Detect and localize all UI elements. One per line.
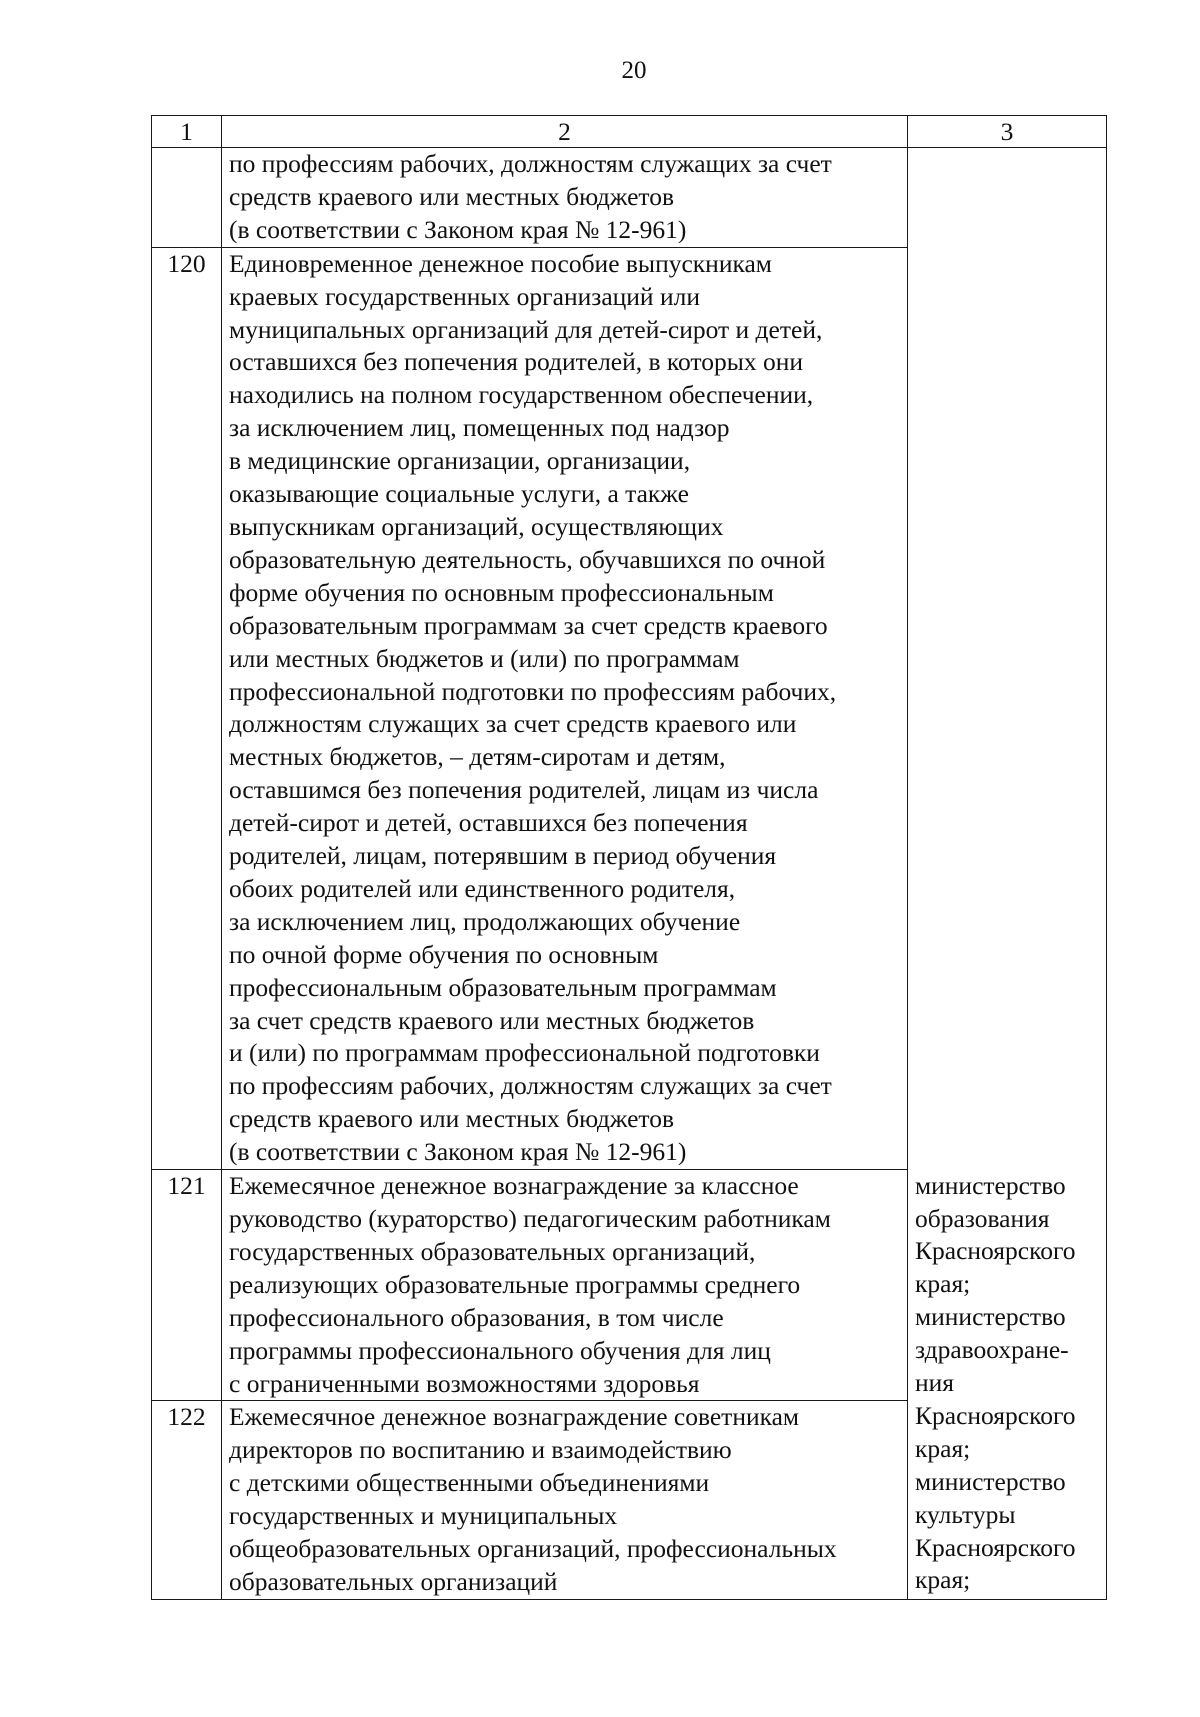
responsible-line: края; <box>915 1269 971 1299</box>
services-table <box>151 115 1107 1600</box>
responsible-line: здравоохране- <box>915 1335 1069 1365</box>
description-line: общеобразовательных организаций, профессиональных <box>229 1534 837 1564</box>
description-line: выпускникам организаций, осуществляющих <box>229 511 724 541</box>
header-cell-1: 1 <box>152 116 222 148</box>
page-number: 20 <box>621 57 647 84</box>
description-line: находились на полном государственном обеспечении, <box>229 380 814 410</box>
description-line: детей-сирот и детей, оставшихся без попечения <box>229 808 748 838</box>
row-number-cell: 120 <box>152 247 222 1169</box>
description-line: Ежемесячное денежное вознаграждение советникам <box>229 1402 800 1432</box>
responsible-line: Красноярского <box>915 1400 1076 1430</box>
description-line: оставшихся без попечения родителей, в которых они <box>229 347 804 377</box>
description-line: профессиональной подготовки по профессиям рабочих, <box>229 676 837 706</box>
description-line: средств краевого или местных бюджетов <box>229 1104 674 1134</box>
service-description-cell <box>222 148 908 248</box>
responsible-line: министерство <box>915 1302 1066 1332</box>
responsible-line: культуры <box>915 1499 1016 1529</box>
header-cell-2: 2 <box>222 116 908 148</box>
row-number-cell: 121 <box>152 1170 222 1401</box>
description-line: по профессиям рабочих, должностям служащих за счет <box>229 149 832 178</box>
description-line: за исключением лиц, помещенных под надзор <box>229 413 730 443</box>
row-number-cell <box>152 148 222 248</box>
description-line: в медицинские организации, организации, <box>229 446 691 476</box>
description-line: (в соответствии с Законом края № 12-961) <box>229 214 687 244</box>
responsible-line: министерство <box>915 1170 1066 1200</box>
description-line: руководство (кураторство) педагогическим работникам <box>229 1204 831 1233</box>
service-description-cell <box>222 1401 908 1599</box>
header-cell-3: 3 <box>908 116 1107 148</box>
description-line: Ежемесячное денежное вознаграждение за классное <box>229 1171 799 1201</box>
description-line: по профессиям рабочих, должностям служащих за счет <box>229 1071 832 1101</box>
responsible-cell-empty <box>908 148 1107 1170</box>
description-line: образовательным программам за счет средств краевого <box>229 610 828 640</box>
description-line: профессионального образования, в том числе <box>229 1302 724 1332</box>
description-line: (в соответствии с Законом края № 12-961) <box>229 1137 687 1167</box>
description-line: образовательных организаций <box>229 1566 558 1596</box>
responsible-line: края; <box>915 1565 971 1595</box>
description-line: директоров по воспитанию и взаимодействию <box>229 1435 732 1465</box>
description-line: обоих родителей или единственного родителя, <box>229 873 736 903</box>
table-header-row <box>152 116 1107 148</box>
description-line: оказывающие социальные услуги, а также <box>229 479 689 509</box>
description-line: местных бюджетов, – детям-сиротам и детям, <box>229 742 726 772</box>
description-line: родителей, лицам, потерявшим в период обучения <box>229 841 777 871</box>
description-line: за исключением лиц, продолжающих обучение <box>229 906 741 936</box>
responsible-cell <box>908 1170 1107 1600</box>
responsible-line: Красноярского <box>915 1236 1076 1266</box>
responsible-line: министерство <box>915 1466 1066 1496</box>
service-description-cell <box>222 247 908 1169</box>
description-line: за счет средств краевого или местных бюджетов <box>229 1005 755 1035</box>
description-line: или местных бюджетов и (или) по программам <box>229 643 740 673</box>
description-line: образовательную деятельность, обучавшихся по очной <box>229 544 826 574</box>
responsible-line: Красноярского <box>915 1532 1076 1562</box>
description-line: по очной форме обучения по основным <box>229 939 659 969</box>
description-line: муниципальных организаций для детей-сирот и детей, <box>229 314 823 344</box>
description-line: оставшимся без попечения родителей, лицам из числа <box>229 775 819 805</box>
description-line: с детскими общественными объединениями <box>229 1468 710 1498</box>
service-description-cell <box>222 1170 908 1401</box>
description-line: профессиональным образовательным программам <box>229 972 777 1002</box>
table-row <box>152 148 1107 248</box>
description-line: Единовременное денежное пособие выпускникам <box>229 248 772 278</box>
description-line: с ограниченными возможностями здоровья <box>229 1368 700 1398</box>
row-number-cell: 122 <box>152 1401 222 1599</box>
description-line: реализующих образовательные программы среднего <box>229 1269 801 1299</box>
description-line: программы профессионального обучения для лиц <box>229 1335 771 1365</box>
description-line: государственных и муниципальных <box>229 1501 618 1531</box>
responsible-line: края; <box>915 1433 971 1463</box>
description-line: должностям служащих за счет средств краевого или <box>229 709 797 739</box>
responsible-line: ния <box>915 1368 955 1398</box>
table-row <box>152 1170 1107 1401</box>
description-line: средств краевого или местных бюджетов <box>229 181 674 211</box>
description-line: краевых государственных организаций или <box>229 281 700 311</box>
description-line: государственных образовательных организаций, <box>229 1236 756 1266</box>
responsible-line: образования <box>915 1203 1050 1233</box>
description-line: форме обучения по основным профессиональным <box>229 577 774 607</box>
description-line: и (или) по программам профессиональной подготовки <box>229 1038 820 1068</box>
